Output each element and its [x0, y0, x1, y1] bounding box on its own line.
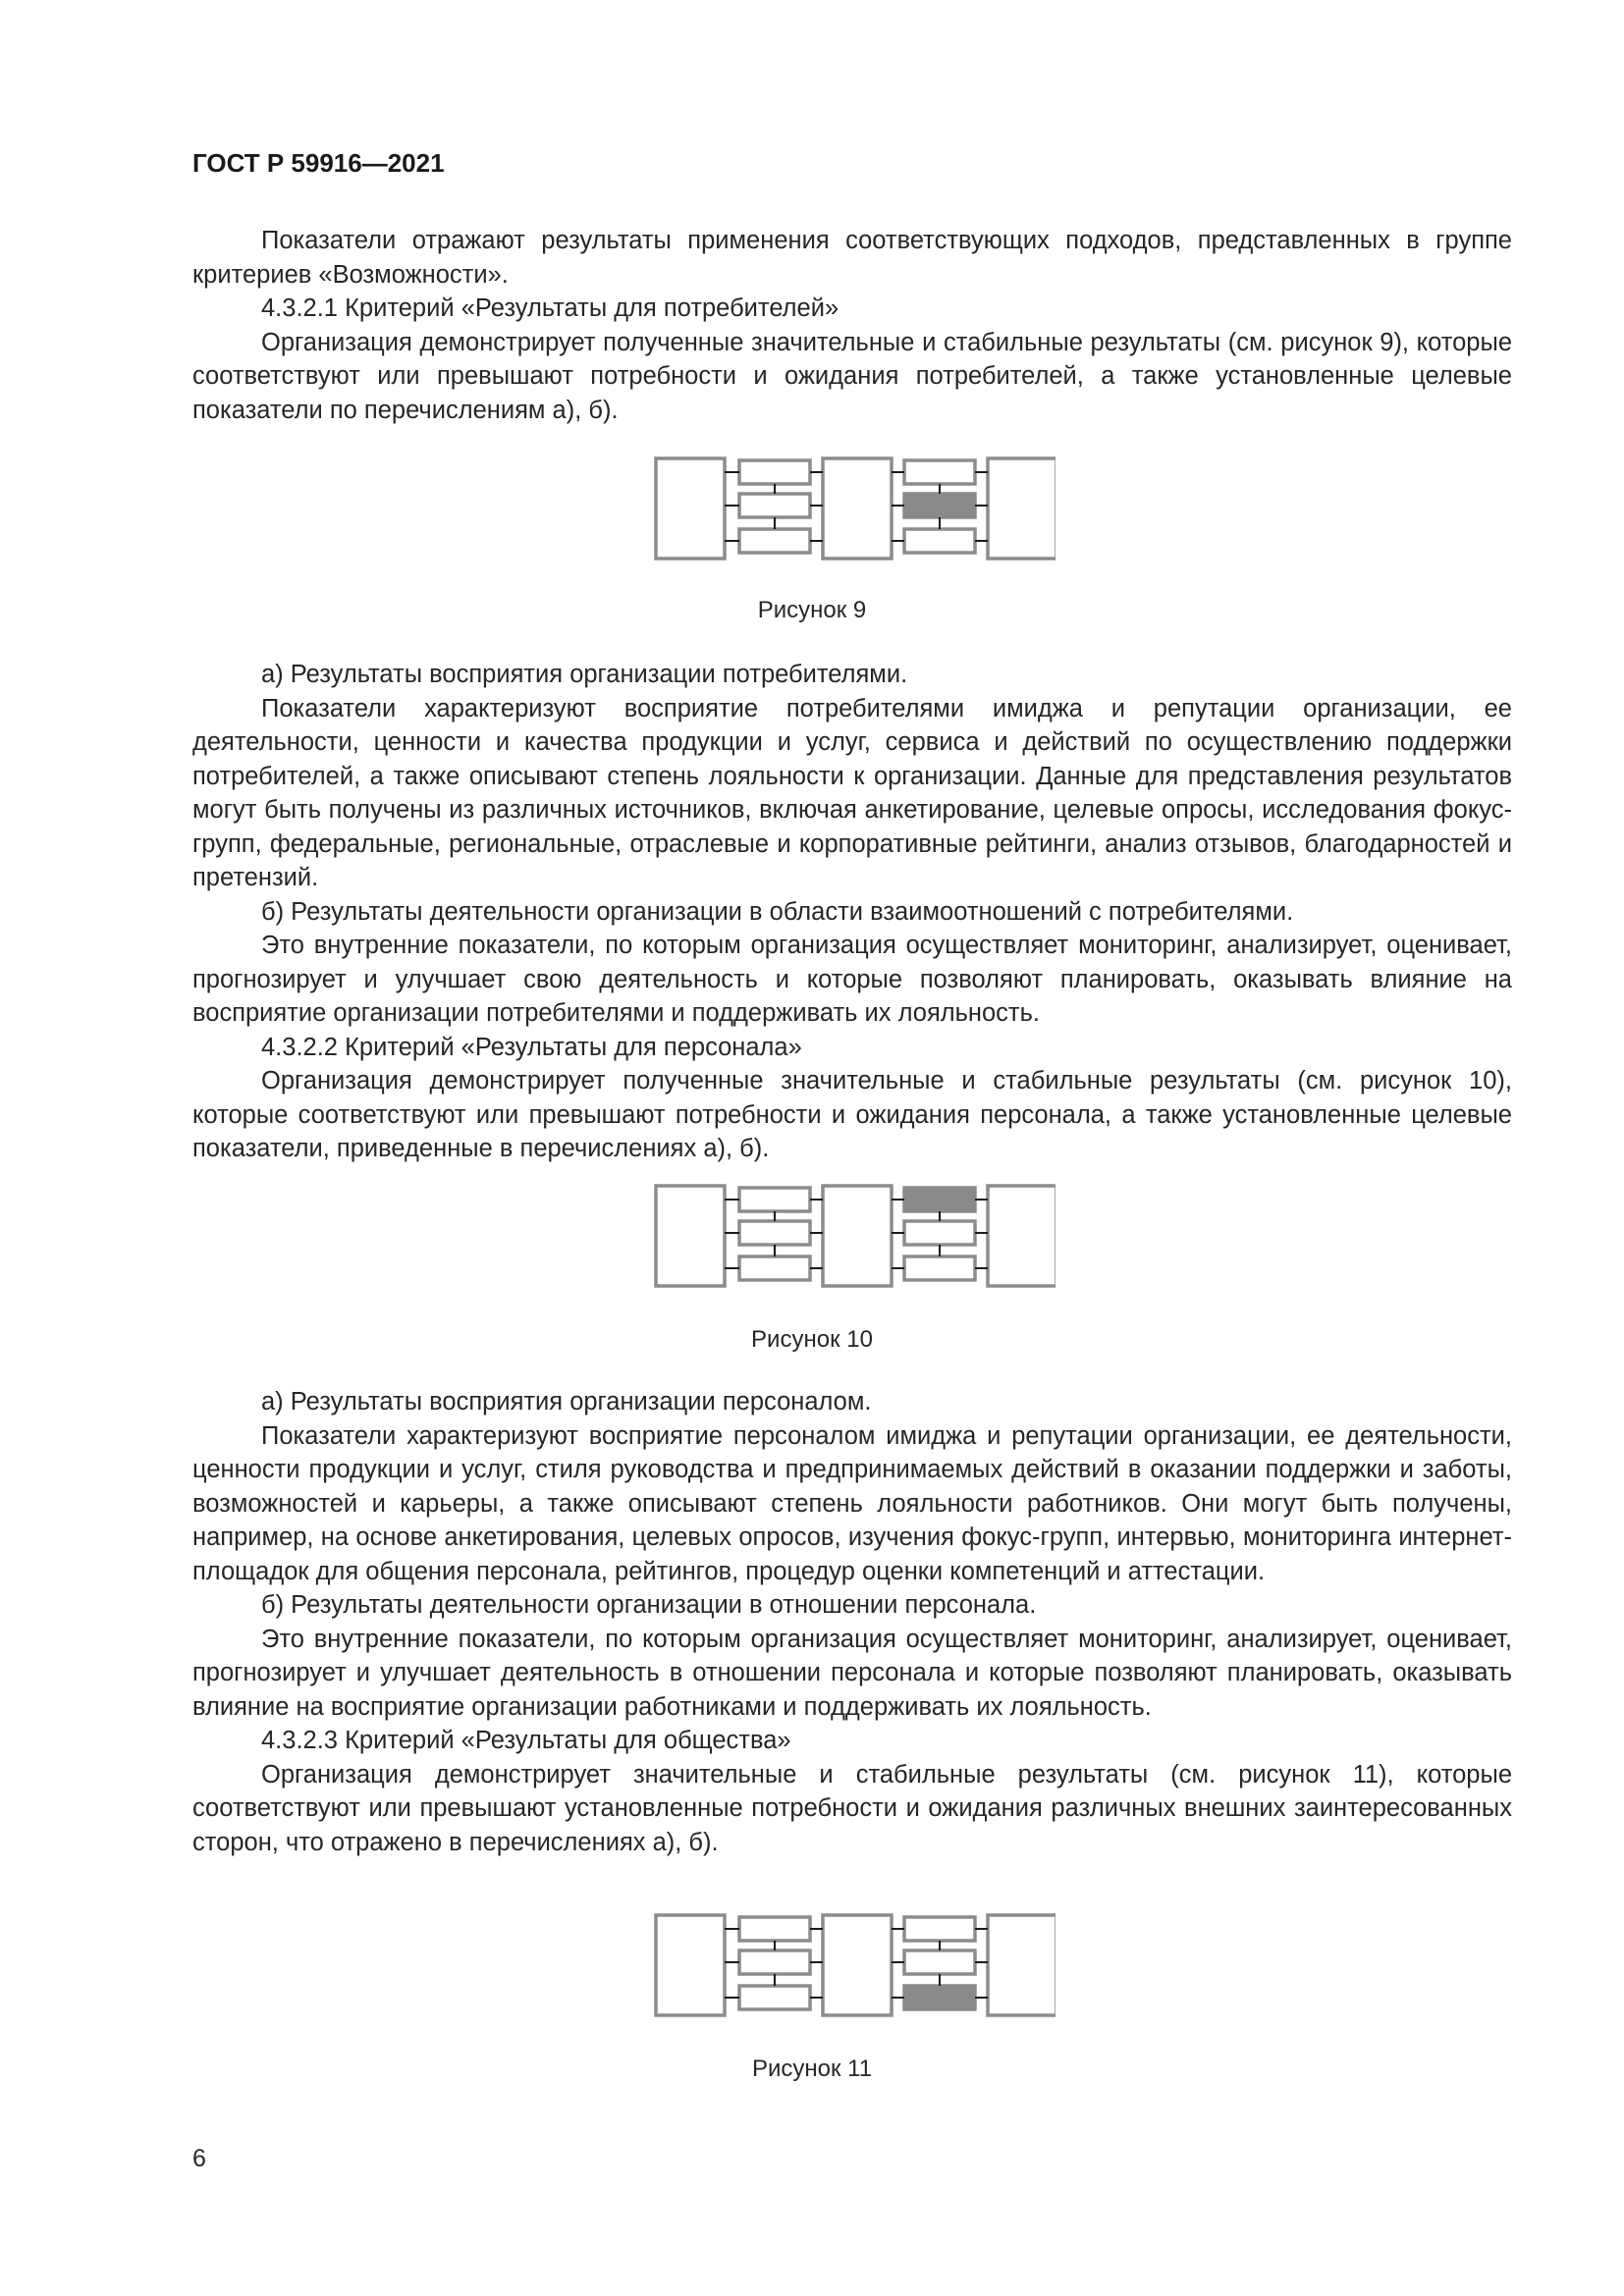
criteria-box [739, 1950, 810, 1974]
section-heading: 4.3.2.1 Критерий «Результаты для потребителей» [261, 294, 839, 322]
text-block-2 [192, 658, 1512, 1166]
figure-9-diagram [653, 455, 1056, 563]
section-heading: 4.3.2.3 Критерий «Результаты для общества» [261, 1727, 791, 1754]
paragraph: Организация демонстрирует полученные значительные и стабильные результаты (см. рисунок 10), которые соответствуют или превышают потребности и ожидания персонала, а также установленные целевые показатели, приведенные в перечислениях а), б). [192, 1067, 1512, 1162]
figure-9-caption: Рисунок 9 [757, 597, 867, 623]
text-block-3 [192, 1385, 1512, 1859]
paragraph: Это внутренние показатели, по которым организация осуществляет мониторинг, анализирует, оценивает, прогнозирует и улучшает деятельность в отношении персонала и которые позволяют планировать, оказывать влияние на восприятие организации работниками и поддерживать их лояльность. [192, 1625, 1512, 1721]
text-block-1 [192, 224, 1512, 427]
criteria-box [904, 1221, 975, 1245]
criteria-tall-box [656, 1915, 725, 2015]
page-number: 6 [192, 2145, 206, 2172]
list-item-a: а) Результаты восприятия организации потребителями. [261, 661, 908, 688]
criteria-tall-box [656, 1186, 725, 1286]
criteria-box [904, 460, 975, 484]
list-item-b: б) Результаты деятельности организации в отношении персонала. [261, 1591, 1037, 1619]
figure-11-caption: Рисунок 11 [751, 2056, 873, 2082]
criteria-box [904, 1917, 975, 1941]
criteria-diagram [653, 1912, 1056, 2020]
document-header: ГОСТ Р 59916—2021 [192, 148, 445, 178]
criteria-tall-box [823, 458, 892, 559]
criteria-box [739, 1917, 810, 1941]
criteria-box [904, 529, 975, 553]
paragraph: Показатели характеризуют восприятие потребителями имиджа и репутации организации, ее деятельности, ценности и качества продукции и услуг, сервиса и действий по осуществлению поддержки потребителей, а также описывают степень лояльности к организации. Данные для представления результатов могут быть получены из различных источников, включая анкетирование, целевые опросы, исследования фокус-групп, федеральные, региональные, отраслевые и корпоративные рейтинги, анализ отзывов, благодарностей и претензий. [192, 694, 1512, 891]
criteria-box [739, 529, 810, 553]
figure-11-diagram [653, 1912, 1056, 2020]
criteria-tall-box [823, 1186, 892, 1286]
criteria-box [904, 1256, 975, 1280]
criteria-box [904, 1950, 975, 1974]
criteria-box [739, 494, 810, 517]
criteria-box-highlighted [904, 494, 975, 517]
criteria-diagram [653, 1183, 1056, 1291]
criteria-box [739, 1188, 810, 1211]
list-item-b: б) Результаты деятельности организации в области взаимоотношений с потребителями. [261, 897, 1294, 926]
criteria-box [739, 460, 810, 484]
paragraph: Организация демонстрирует полученные значительные и стабильные результаты (см. рисунок 9), которые соответствуют или превышают потребности и ожидания потребителей, а также установленные целевые показатели по перечислениям а), б). [192, 328, 1512, 424]
criteria-box-highlighted [904, 1188, 975, 1211]
criteria-box [739, 1256, 810, 1280]
paragraph: Показатели отражают результаты применения соответствующих подходов, представленных в группе критериев «Возможности». [192, 227, 1512, 289]
figure-10-caption: Рисунок 10 [751, 1326, 873, 1353]
criteria-diagram [653, 455, 1056, 563]
list-item-a: а) Результаты восприятия организации персоналом. [261, 1388, 872, 1415]
criteria-box-highlighted [904, 1986, 975, 2009]
paragraph: Организация демонстрирует значительные и стабильные результаты (см. рисунок 11), которые соответствуют или превышают установленные потребности и ожидания различных внешних заинтересованных сторон, что отражено в перечислениях а), б). [192, 1760, 1512, 1856]
criteria-box [739, 1986, 810, 2009]
section-heading: 4.3.2.2 Критерий «Результаты для персонала» [261, 1033, 802, 1061]
criteria-tall-box [988, 458, 1056, 559]
paragraph: Это внутренние показатели, по которым организация осуществляет мониторинг, анализирует, оценивает, прогнозирует и улучшает свою деятельность и которые позволяют планировать, оказывать влияние на восприятие организации потребителями и поддерживать их лояльность. [192, 932, 1512, 1027]
criteria-tall-box [988, 1186, 1056, 1286]
figure-10-diagram [653, 1183, 1056, 1291]
criteria-tall-box [988, 1915, 1056, 2015]
criteria-tall-box [823, 1915, 892, 2015]
criteria-box [739, 1221, 810, 1245]
criteria-tall-box [656, 458, 725, 559]
paragraph: Показатели характеризуют восприятие персоналом имиджа и репутации организации, ее деятельности, ценности продукции и услуг, стиля руководства и предпринимаемых действий в оказании поддержки и заботы, возможностей и карьеры, а также описывают степень лояльности работников. Они могут быть получены, например, на основе анкетирования, целевых опросов, изучения фокус-групп, интервью, мониторинга интернет-площадок для общения персонала, рейтингов, процедур оценки компетенций и аттестации. [192, 1421, 1512, 1585]
